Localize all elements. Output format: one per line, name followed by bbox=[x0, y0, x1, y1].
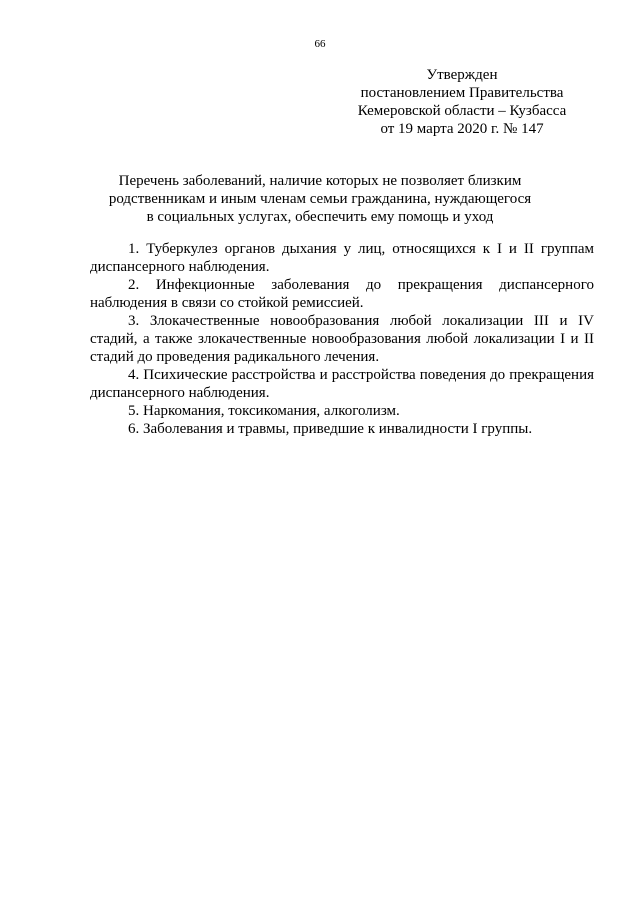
approval-line-date: от 19 марта 2020 г. № 147 bbox=[380, 121, 544, 137]
list-item: 3. Злокачественные новообразования любой локализации III и IV стадий, а также злокачественные новообразования любой локализации I и II стадий до проведения радикального лечения. bbox=[90, 313, 594, 365]
page-number: 66 bbox=[314, 38, 326, 50]
approval-line-approved: Утвержден bbox=[426, 67, 498, 83]
document-title: Перечень заболеваний, наличие которых не позволяет близким родственникам и иным членам семьи гражданина, нуждающегося в социальных услугах, обеспечить ему помощь и уход bbox=[108, 173, 532, 225]
approval-line-region: Кемеровской области – Кузбасса bbox=[357, 103, 567, 119]
list-item: 2. Инфекционные заболевания до прекращения диспансерного наблюдения в связи со стойкой ремиссией. bbox=[90, 277, 594, 311]
disease-list bbox=[90, 240, 594, 438]
list-item: 1. Туберкулез органов дыхания у лиц, относящихся к I и II группам диспансерного наблюдения. bbox=[90, 241, 594, 275]
approval-line-resolution: постановлением Правительства bbox=[360, 85, 564, 101]
list-item: 5. Наркомания, токсикомания, алкоголизм. bbox=[128, 403, 400, 419]
list-item: 4. Психические расстройства и расстройства поведения до прекращения диспансерного наблюдения. bbox=[90, 367, 594, 401]
list-item: 6. Заболевания и травмы, приведшие к инвалидности I группы. bbox=[128, 421, 533, 437]
approval-stamp-block bbox=[330, 66, 594, 138]
